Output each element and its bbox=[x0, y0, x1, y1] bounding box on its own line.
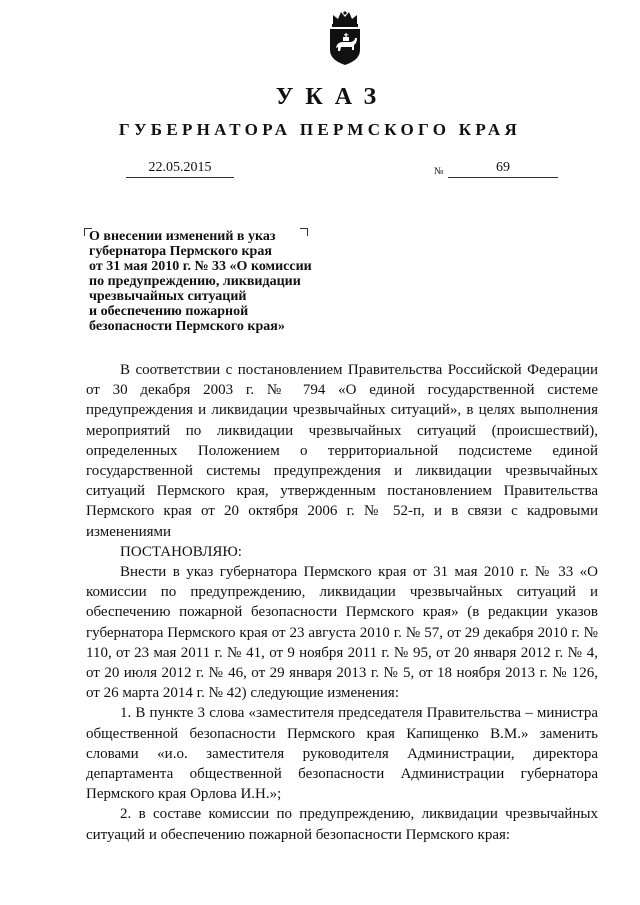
document-number-field bbox=[434, 160, 558, 180]
body-paragraph: Внести в указ губернатора Пермского края от 31 мая 2010 г. № 33 «О комиссии по предупреждению, ликвидации чрезвычайных ситуаций и обеспечению пожарной безопасности Пермского края» (в редакции указов губернатора Пермского края от 23 августа 2010 г. № 57, от 29 декабря 2010 г. № 110, от 23 мая 2011 г. № 41, от 9 ноября 2011 г. № 95, от 20 января 2012 г. № 4, от 20 июля 2012 г. № 46, от 29 января 2013 г. № 5, от 18 ноября 2013 г. № 126, от 26 марта 2014 г. № 42) следующие изменения: bbox=[86, 564, 598, 702]
perm-krai-coat-of-arms-icon bbox=[327, 10, 363, 66]
subject-line: губернатора Пермского края bbox=[89, 244, 272, 259]
subject-line: от 31 мая 2010 г. № 33 «О комиссии bbox=[89, 259, 312, 274]
document-title: УКАЗ bbox=[275, 84, 389, 110]
document-number: 69 bbox=[496, 160, 510, 175]
document-issuer: ГУБЕРНАТОРА ПЕРМСКОГО КРАЯ bbox=[118, 120, 522, 139]
resolve-heading: ПОСТАНОВЛЯЮ: bbox=[120, 543, 242, 560]
number-underline bbox=[448, 177, 558, 178]
document-date: 22.05.2015 bbox=[126, 160, 234, 178]
body-paragraph: 2. в составе комиссии по предупреждению, ликвидации чрезвычайных ситуаций и обеспечению пожарной безопасности Пермского края: bbox=[86, 806, 598, 843]
subject-line: О внесении изменений в указ bbox=[89, 229, 276, 244]
number-sign: № bbox=[434, 166, 444, 177]
document-subject bbox=[89, 229, 341, 334]
subject-line: безопасности Пермского края» bbox=[89, 319, 285, 334]
subject-line: чрезвычайных ситуаций bbox=[89, 289, 247, 304]
preamble-paragraph: В соответствии с постановлением Правительства Российской Федерации от 30 декабря 2003 г. № 794 «О единой государственной системе предупреждения и ликвидации чрезвычайных ситуаций», в целях выполнения мероприятий по ликвидации чрезвычайных ситуаций (происшествий), определенных Положением о территориальной подсистеме единой государственной системы предупреждения и ликвидации чрезвычайных ситуаций Пермского края, утвержденным постановлением Правительства Пермского края от 20 октября 2006 г. № 52-п, и в связи с кадровыми изменениями bbox=[86, 362, 598, 540]
subject-line: по предупреждению, ликвидации bbox=[89, 274, 301, 289]
subject-line: и обеспечению пожарной bbox=[89, 304, 249, 319]
body-paragraph: 1. В пункте 3 слова «заместителя председателя Правительства – министра общественной безопасности Пермского края Капищенко В.М.» заменить словами «и.о. заместителя руководителя Администрации, директора департамента общественной безопасности Администрации губернатора Пермского края Орлова И.Н.»; bbox=[86, 705, 598, 803]
document-body bbox=[86, 360, 598, 845]
